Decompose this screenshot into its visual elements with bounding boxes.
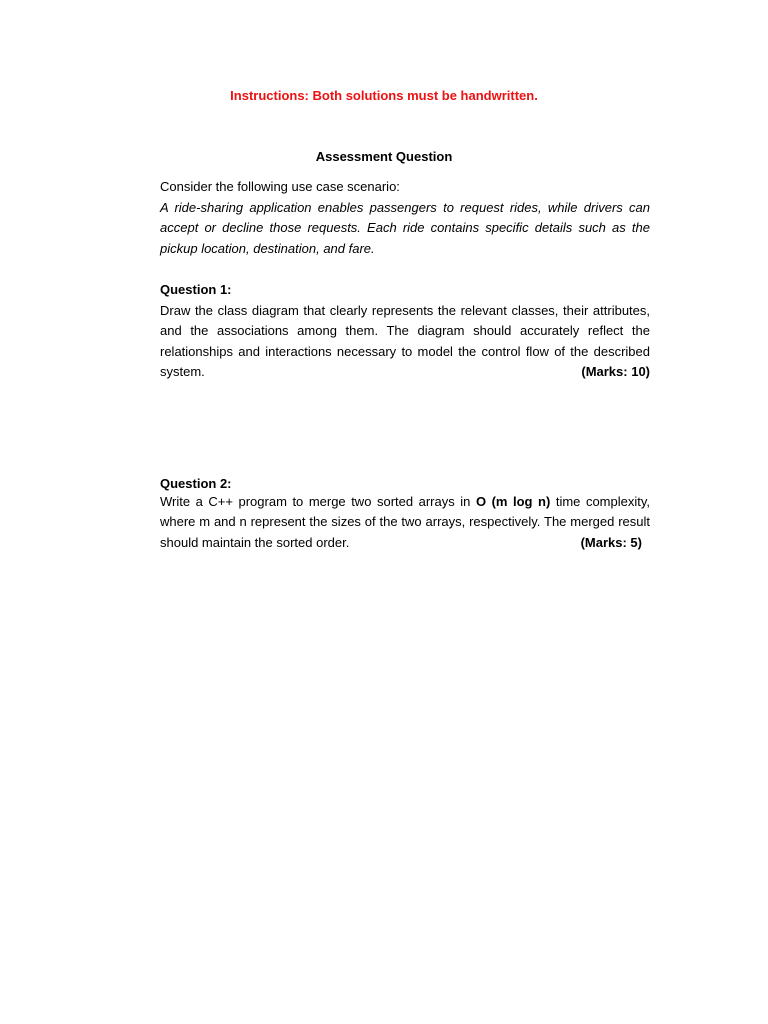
question-2-title: Question 2: [160, 476, 232, 491]
question-2-section [160, 474, 650, 553]
question-2-complexity: O (m log n) [475, 493, 551, 509]
assessment-heading: Assessment Question [315, 149, 453, 164]
scenario-section [160, 177, 650, 259]
question-1-body: Draw the class diagram that clearly represents the relevant classes, their attributes, and the associations among them. The diagram should accurately reflect the relationships and interactions necessary to model the control flow of the described system. [160, 302, 650, 380]
question-1-body-block [160, 301, 650, 383]
question-2-body-start: Write a C++ program to merge two sorted arrays in [160, 493, 476, 509]
question-2-marks: (Marks: 5) [580, 534, 642, 550]
question-1-section [160, 280, 650, 383]
scenario-text: A ride-sharing application enables passengers to request rides, while drivers can accept or decline those requests. Each ride contains specific details such as the pickup location, destination, and fare. [160, 199, 650, 256]
instructions-text: Instructions: Both solutions must be handwritten. [230, 88, 538, 103]
question-2-body-end: time complexity, where m and n represent the sizes of the two arrays, respectively. The merged result should maintain the sorted order. [160, 493, 650, 550]
question-1-marks: (Marks: 10) [581, 364, 650, 380]
question-2-body-block [160, 492, 650, 554]
question-1-title: Question 1: [160, 282, 232, 297]
scenario-intro: Consider the following use case scenario: [160, 179, 400, 194]
